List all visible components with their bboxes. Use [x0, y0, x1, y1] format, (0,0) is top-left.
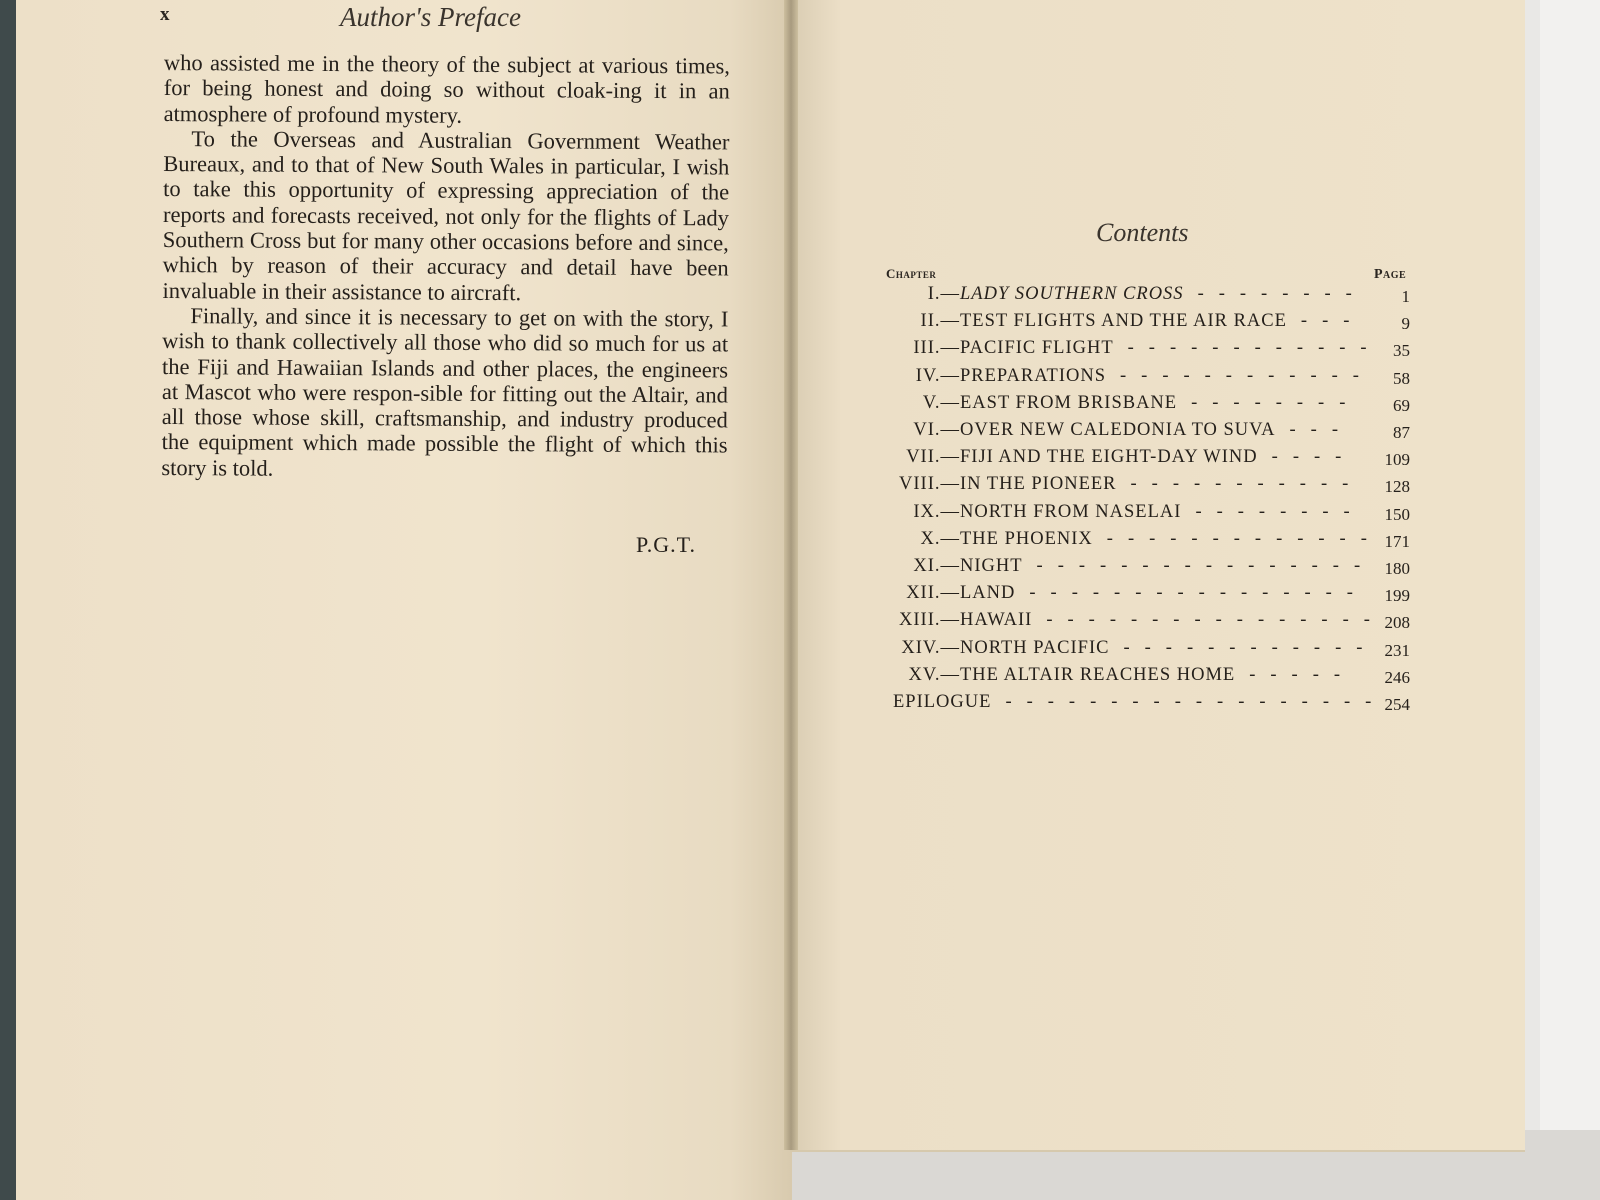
- toc-page-number: 9: [1401, 314, 1410, 334]
- paragraph: To the Overseas and Australian Government Weather Bureaux, and to that of New South Wales in particular, I wish to take this opportunity of expressing appreciation of the reports and forecasts received, not only for the flights of Lady Southern Cross but for many other occasions before and since, which by reason of their accuracy and detail have been invaluable in their assistance to aircraft.: [162, 126, 730, 305]
- toc-entry: [928, 284, 1367, 310]
- paragraph: Finally, and since it is necessary to get on with the story, I wish to thank collectively all those who did so much for us at the Fiji and Hawaiian Islands and other places, the engineers at Mascot who were respon-sible for fitting out the Altair, and all those whose skill, craftsmanship, and industry produced the equipment which made possible the flight of which this story is told.: [161, 303, 729, 481]
- contents-title: Contents: [1096, 218, 1189, 247]
- toc-chapter-title: THE ALTAIR REACHES HOME: [960, 664, 1236, 685]
- toc-entry: [921, 529, 1382, 555]
- toc-page-number: 35: [1393, 341, 1410, 361]
- toc-chapter-number: III.—: [913, 338, 960, 359]
- dot-leader: ----------------: [1036, 556, 1376, 576]
- toc-chapter-number: XI.—: [913, 556, 960, 576]
- toc-chapter-title: PACIFIC FLIGHT: [960, 338, 1114, 359]
- toc-chapter-number: XIV.—: [901, 637, 960, 658]
- toc-chapter-title: OVER NEW CALEDONIA TO SUVA: [960, 420, 1276, 440]
- toc-entry: [901, 638, 1377, 664]
- toc-chapter-title: LADY SOUTHERN CROSS: [960, 284, 1184, 304]
- toc-chapter-title: NIGHT: [960, 556, 1023, 576]
- toc-entry: [906, 447, 1356, 473]
- toc-entry: [899, 610, 1385, 636]
- toc-entry: [913, 338, 1381, 364]
- toc-page-number: 128: [1384, 477, 1410, 497]
- dot-leader: --------: [1191, 392, 1361, 413]
- toc-entry: [913, 420, 1353, 446]
- dot-leader: -----------: [1130, 474, 1364, 495]
- toc-entry: [916, 366, 1374, 392]
- dot-leader: ------------: [1120, 365, 1374, 386]
- toc-chapter-number: IX.—: [913, 501, 960, 522]
- toc-chapter-title: HAWAII: [960, 610, 1033, 631]
- toc-entry: [913, 556, 1375, 582]
- toc-chapter-title: NORTH PACIFIC: [960, 637, 1110, 658]
- dot-leader: ----------------: [1029, 583, 1368, 604]
- toc-page-number: 254: [1384, 695, 1410, 714]
- toc-page-number: 199: [1384, 586, 1410, 606]
- dot-leader: ---: [1300, 311, 1365, 332]
- dot-leader: ---: [1289, 420, 1353, 440]
- toc-chapter-title: EPILOGUE: [893, 692, 992, 712]
- toc-page-number: 171: [1384, 531, 1410, 551]
- toc-chapter-number: V.—: [922, 392, 960, 413]
- dot-leader: -------------: [1106, 528, 1382, 549]
- paragraph: who assisted me in the theory of the subject at various times, for being honest and doing so without cloak-ing it in an atmosphere of profound mystery.: [163, 50, 730, 128]
- toc-chapter-number: XIII.—: [899, 610, 960, 631]
- dot-leader: ----------------: [1046, 610, 1385, 631]
- signature-initials: P.G.T.: [636, 532, 696, 557]
- toc-chapter-title: FIJI AND THE EIGHT-DAY WIND: [960, 447, 1258, 468]
- toc-page-number: 208: [1384, 613, 1410, 633]
- toc-chapter-number: II.—: [920, 311, 960, 332]
- toc-page-number: 69: [1393, 395, 1410, 415]
- toc-page-number: 87: [1393, 423, 1410, 442]
- page-number: x: [160, 4, 170, 25]
- toc-entry: [923, 393, 1361, 419]
- page-column-header: Page: [1374, 267, 1407, 282]
- toc-page-number: 1: [1401, 287, 1410, 306]
- toc-entry: [906, 583, 1368, 609]
- toc-page-number: 246: [1384, 667, 1410, 687]
- toc-chapter-title: PREPARATIONS: [960, 365, 1106, 386]
- dot-leader: ------------------: [1005, 692, 1387, 712]
- toc-chapter-title: NORTH FROM NASELAI: [960, 501, 1182, 522]
- dot-leader: --------: [1197, 284, 1367, 304]
- toc-chapter-title: EAST FROM BRISBANE: [960, 392, 1178, 413]
- dot-leader: ------------: [1123, 637, 1378, 658]
- dot-leader: ------------: [1127, 338, 1382, 359]
- toc-chapter-title: THE PHOENIX: [960, 528, 1093, 549]
- dot-leader: ----: [1271, 447, 1357, 468]
- toc-chapter-number: XII.—: [906, 583, 960, 604]
- toc-chapter-title: IN THE PIONEER: [960, 474, 1117, 495]
- toc-chapter-number: VIII.—: [899, 474, 960, 495]
- toc-chapter-number: VII.—: [906, 447, 960, 468]
- toc-entry: [893, 692, 1386, 718]
- toc-chapter-title: LAND: [960, 583, 1016, 604]
- dot-leader: -----: [1249, 664, 1356, 685]
- toc-entry: [909, 665, 1356, 691]
- toc-chapter-title: TEST FLIGHTS AND THE AIR RACE: [960, 311, 1287, 332]
- toc-chapter-number: X.—: [920, 528, 960, 549]
- toc-chapter-number: IV.—: [915, 365, 960, 386]
- toc-entry: [913, 502, 1364, 528]
- running-head: Author's Preface: [340, 2, 521, 32]
- chapter-column-header: Chapter: [886, 266, 937, 281]
- toc-page-number: 109: [1384, 450, 1410, 470]
- toc-entry: [899, 474, 1363, 500]
- toc-entry: [921, 311, 1365, 337]
- dot-leader: --------: [1195, 501, 1365, 522]
- toc-page-number: 58: [1393, 368, 1410, 388]
- toc-page-number: 231: [1384, 640, 1410, 660]
- toc-chapter-number: I.—: [927, 284, 960, 304]
- toc-chapter-number: XV.—: [908, 664, 960, 685]
- toc-chapter-number: VI.—: [913, 420, 960, 440]
- toc-page-number: 150: [1384, 504, 1410, 524]
- toc-page-number: 180: [1384, 559, 1410, 578]
